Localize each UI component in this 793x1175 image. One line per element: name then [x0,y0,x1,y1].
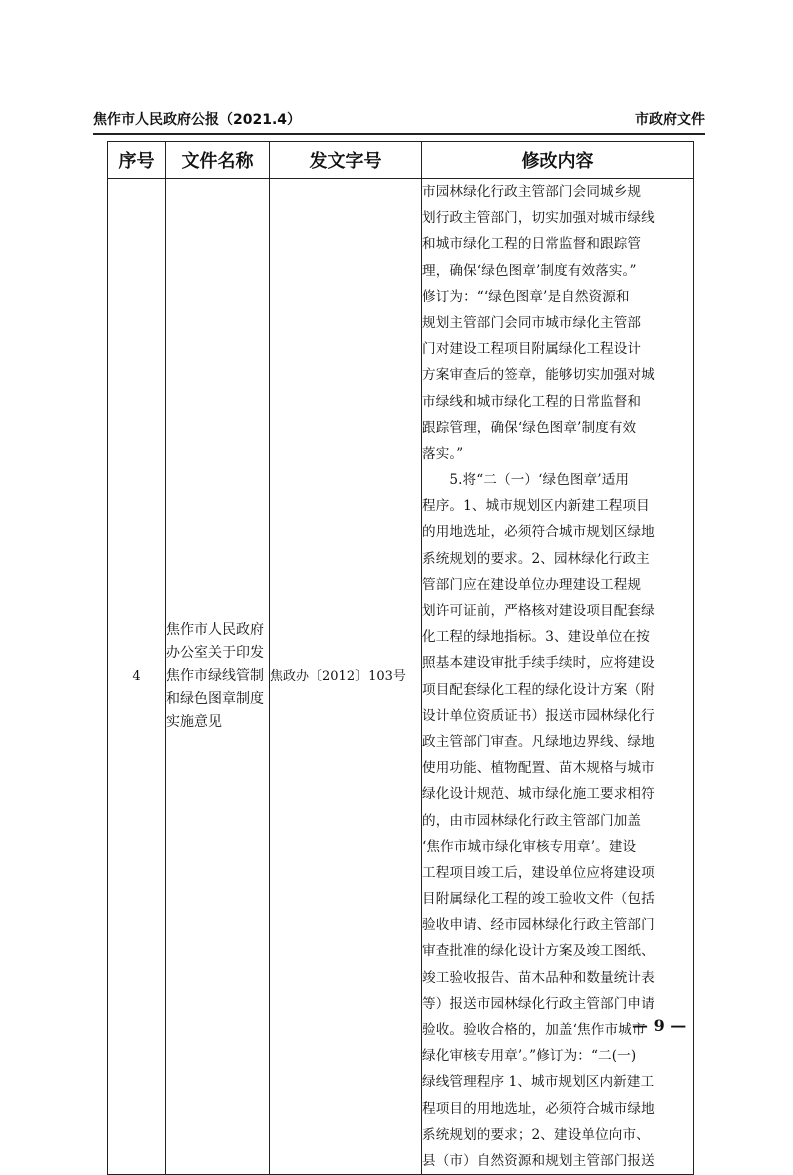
content-line: 5.将“二（一）‘绿色图章’适用 [422,472,630,489]
section-title: 市政府文件 [635,112,705,128]
content-line: 照基本建设审批手续手续时，应将建设 [422,655,655,672]
content-line: 审查批准的绿化设计方案及竣工图纸、 [422,943,655,960]
content-line: 的，由市园林绿化行政主管部门加盖 [422,812,642,829]
content-line: 县（市）自然资源和规划主管部门报送 [422,1152,655,1169]
content-line: 管部门应在建设单位办理建设工程规 [422,576,642,593]
content-line: 市绿线和城市绿化工程的日常监督和 [422,393,642,410]
gazette-title: 焦作市人民政府公报（2021.4） [93,112,302,128]
document-code: 焦政办〔2012〕103号 [270,179,422,1175]
content-line: 修订为：“‘绿色图章’是自然资源和 [422,288,630,305]
content-line: 验收。验收合格的，加盖‘焦作市城市 [422,1022,646,1038]
content-line: 跟踪管理，确保‘绿色图章’制度有效 [422,419,637,436]
page-number: — 9 — [632,1016,687,1035]
page-header [93,105,705,135]
content-line: 落实。” [422,445,464,462]
content-line: 验收申请、经市园林绿化行政主管部门 [422,917,655,934]
content-line: 竣工验收报告、苗木品种和数量统计表 [422,969,655,986]
content-line: 化工程的绿地指标。3、建设单位在按 [422,629,650,646]
content-line: 使用功能、植物配置、苗木规格与城市 [422,760,655,777]
content-line: 市园林绿化行政主管部门会同城乡规 [422,184,642,200]
column-header-code: 发文字号 [270,142,422,179]
content-line: 等）报送市园林绿化行政主管部门申请 [422,995,655,1012]
content-line: 划行政主管部门，切实加强对城市绿线 [422,210,655,227]
row-number: 4 [108,179,166,1175]
content-line: 程序。1、城市规划区内新建工程项目 [422,498,650,515]
content-line: 方案审查后的签章，能够切实加强对城 [422,367,655,384]
content-line: 项目配套绿化工程的绿化设计方案（附 [422,681,655,698]
content-line: 的用地选址，必须符合城市规划区绿地 [422,524,655,541]
document-table [107,141,694,1175]
column-header-name: 文件名称 [166,142,270,179]
content-line: 绿线管理程序 1、城市规划区内新建工 [422,1074,655,1091]
content-line: 绿化设计规范、城市绿化施工要求相符 [422,786,655,803]
content-line: 设计单位资质证书）报送市园林绿化行 [422,707,655,724]
content-line: 规划主管部门会同市城市绿化主管部 [422,314,642,331]
content-line: 理，确保‘绿色图章’制度有效落实。” [422,262,637,279]
column-header-content: 修改内容 [422,142,694,179]
content-line: 划许可证前，严格核对建设项目配套绿 [422,603,655,619]
table-row [108,179,694,1175]
content-line: 和城市绿化工程的日常监督和跟踪管 [422,236,642,253]
table-header-row [108,142,694,179]
content-line: 程项目的用地选址，必须符合城市绿地 [422,1100,655,1117]
content-line: 绿化审核专用章’。”修订为：“二(一) [422,1048,637,1065]
content-line: 工程项目竣工后，建设单位应将建设项 [422,864,655,881]
content-line: 系统规划的要求。2、园林绿化行政主 [422,550,650,567]
column-header-number: 序号 [108,142,166,179]
document-name: 焦作市人民政府办公室关于印发焦作市绿线管制和绿色图章制度实施意见 [166,179,270,1175]
content-line: 门对建设工程项目附属绿化工程设计 [422,341,642,358]
content-line: 政主管部门审查。凡绿地边界线、绿地 [422,733,655,750]
content-line: 系统规划的要求；2、建设单位向市、 [422,1126,650,1143]
content-line: 目附属绿化工程的竣工验收文件（包括 [422,891,655,908]
content-line: ‘焦作市城市绿化审核专用章’。建设 [422,838,637,855]
